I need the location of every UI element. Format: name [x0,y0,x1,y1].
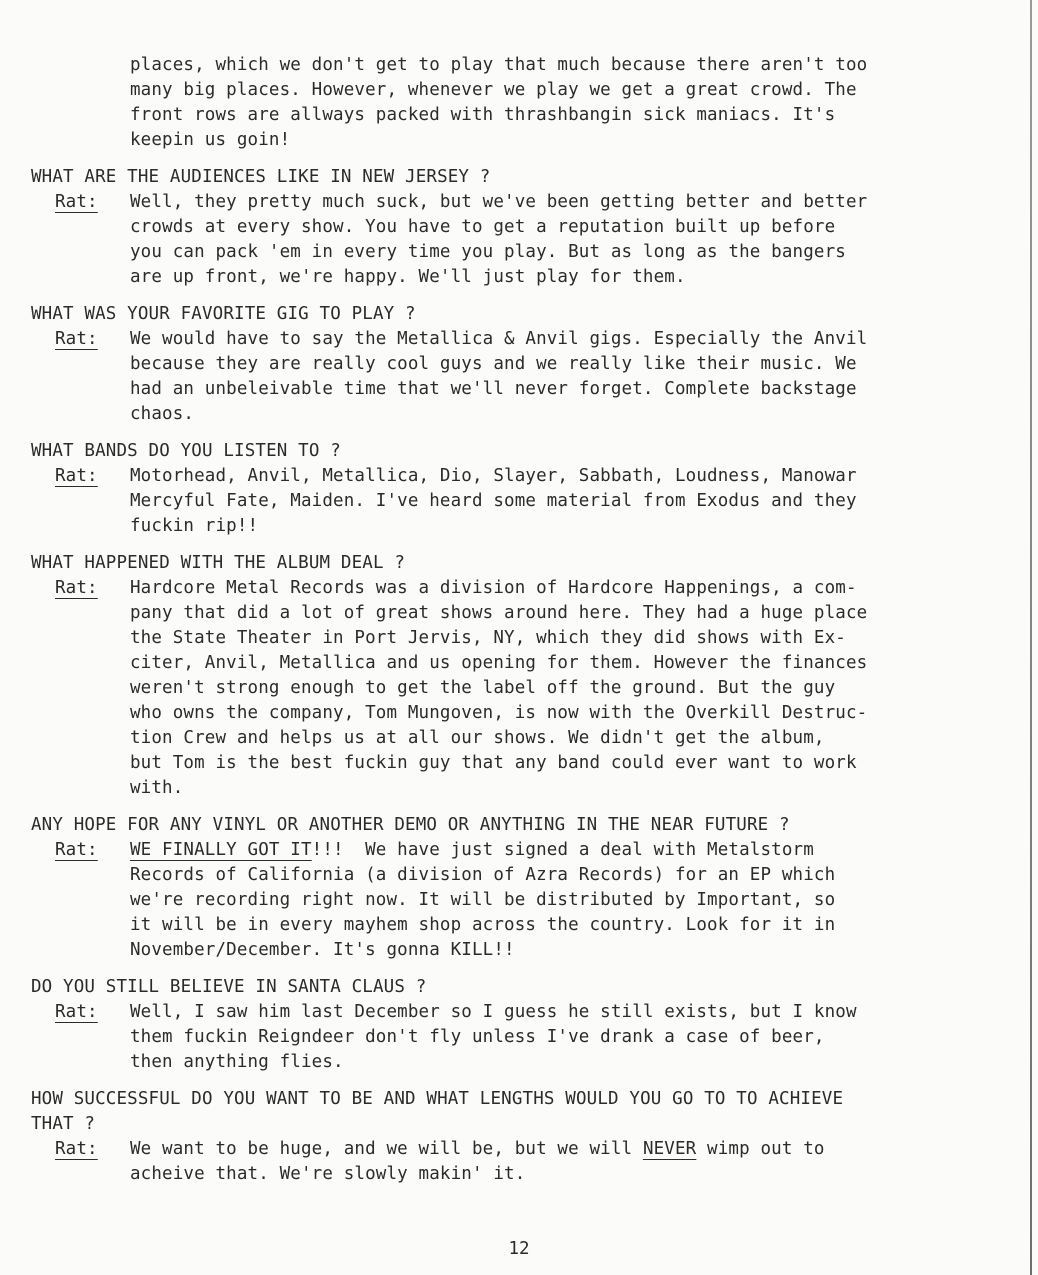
speaker-label: Rat: [55,192,98,212]
answer-block [31,1000,996,1075]
question: DO YOU STILL BELIEVE IN SANTA CLAUS ? [31,977,427,997]
answer-line: fuckin rip!! [130,516,259,536]
answer-block [31,838,996,963]
answer-line [130,1137,996,1162]
answer-line: are up front, we're happy. We'll just play for them. [130,267,686,287]
question: WHAT HAPPENED WITH THE ALBUM DEAL ? [31,553,406,573]
answer-line: citer, Anvil, Metallica and us opening for them. However the finances [130,653,868,673]
emphasis-underline: WE FINALLY GOT IT [130,840,312,860]
answer-line: Mercyful Fate, Maiden. I've heard some material from Exodus and they [130,491,857,511]
speaker-label: Rat: [55,1139,98,1159]
answer-line: acheive that. We're slowly makin' it. [130,1164,526,1184]
answer-line: you can pack 'em in every time you play. But as long as the bangers [130,242,846,262]
page-edge-shadow [1030,0,1032,1275]
text-line: keepin us goin! [130,130,291,150]
answer-block [31,327,996,427]
question: HOW SUCCESSFUL DO YOU WANT TO BE AND WHAT LENGTHS WOULD YOU GO TO TO ACHIEVE [31,1089,844,1109]
answer-text: wimp out to [696,1139,825,1159]
speaker-label: Rat: [55,466,98,486]
answer-text: !!! We have just signed a deal with Metalstorm [311,840,814,860]
answer-line: chaos. [130,404,195,424]
speaker-label: Rat: [55,329,98,349]
answer-line: Motorhead, Anvil, Metallica, Dio, Slayer, Sabbath, Loudness, Manowar [130,466,857,486]
speaker-label: Rat: [55,578,98,598]
answer-line: but Tom is the best fuckin guy that any band could ever want to work [130,753,857,773]
answer-block [31,576,996,801]
answer-line: had an unbeleivable time that we'll never forget. Complete backstage [130,379,857,399]
answer-line: weren't strong enough to get the label off the ground. But the guy [130,678,836,698]
answer-line: it will be in every mayhem shop across the country. Look for it in [130,915,836,935]
speaker-label: Rat: [55,840,98,860]
answer-line: pany that did a lot of great shows around here. They had a huge place [130,603,868,623]
answer-block [31,190,996,290]
text-line: front rows are allways packed with thrashbangin sick maniacs. It's [130,105,836,125]
answer-line [130,838,996,863]
answer-line: crowds at every show. You have to get a reputation built up before [130,217,836,237]
answer-block [31,464,996,539]
answer-line: November/December. It's gonna KILL!! [130,940,515,960]
answer-line: with. [130,778,184,798]
answer-line: who owns the company, Tom Mungoven, is now with the Overkill Destruc- [130,703,868,723]
answer-line: tion Crew and helps us at all our shows. We didn't get the album, [130,728,825,748]
answer-text: We want to be huge, and we will be, but we will [130,1139,643,1159]
answer-block [31,1137,996,1187]
intro-paragraph [31,53,996,153]
answer-line: Well, they pretty much suck, but we've been getting better and better [130,192,868,212]
answer-line: Records of California (a division of Azra Records) for an EP which [130,865,836,885]
question: THAT ? [31,1114,96,1134]
question: WHAT BANDS DO YOU LISTEN TO ? [31,441,341,461]
answer-line: them fuckin Reigndeer don't fly unless I've drank a case of beer, [130,1027,825,1047]
answer-line: then anything flies. [130,1052,344,1072]
emphasis-underline: NEVER [642,1139,697,1159]
question: WHAT WAS YOUR FAVORITE GIG TO PLAY ? [31,304,416,324]
interview-text [31,53,996,1187]
answer-line: We would have to say the Metallica & Anvil gigs. Especially the Anvil [130,329,868,349]
page-number: 12 [508,1239,530,1259]
question: ANY HOPE FOR ANY VINYL OR ANOTHER DEMO OR ANYTHING IN THE NEAR FUTURE ? [31,815,790,835]
answer-line: because they are really cool guys and we really like their music. We [130,354,857,374]
answer-line: the State Theater in Port Jervis, NY, which they did shows with Ex- [130,628,846,648]
answer-line: Hardcore Metal Records was a division of Hardcore Happenings, a com- [130,578,857,598]
speaker-label: Rat: [55,1002,98,1022]
text-line: places, which we don't get to play that much because there aren't too [130,55,868,75]
text-line: many big places. However, whenever we play we get a great crowd. The [130,80,857,100]
answer-line: we're recording right now. It will be distributed by Important, so [130,890,836,910]
question: WHAT ARE THE AUDIENCES LIKE IN NEW JERSEY ? [31,167,491,187]
answer-line: Well, I saw him last December so I guess he still exists, but I know [130,1002,857,1022]
